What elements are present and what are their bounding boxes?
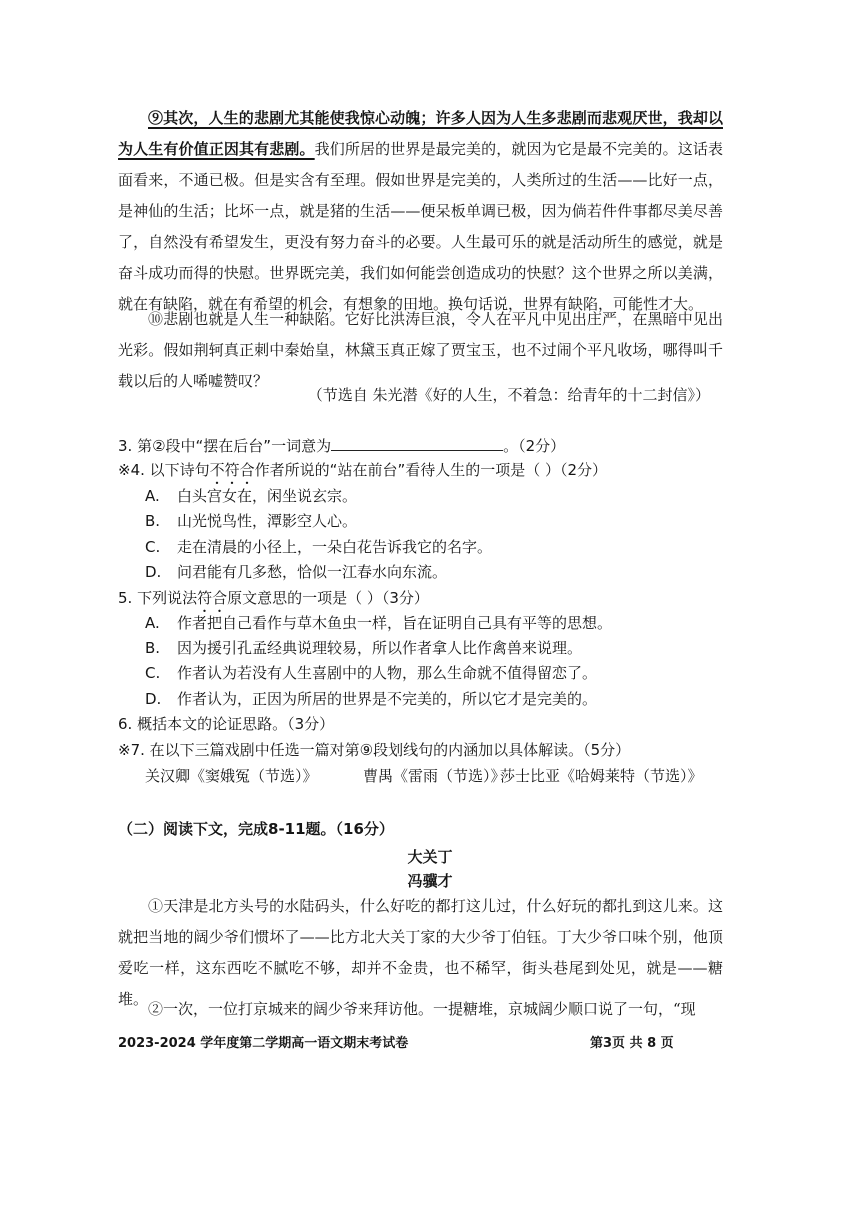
- answer-blank[interactable]: [331, 434, 503, 451]
- section-2-heading: （二）阅读下文，完成8-11题。（16分）: [118, 820, 394, 838]
- q5-option-b[interactable]: B. 因为援引孔孟经典说理较易，所以作者拿人比作禽兽来说理。: [145, 639, 583, 657]
- question-7: ※7. 在以下三篇戏剧中任选一篇对第⑨段划线句的内涵加以具体解读。（5分）: [118, 741, 631, 759]
- story-paragraph-1: ①天津是北方头号的水陆码头，什么好吃的都打这儿过，什么好玩的都扎到这儿来。这就把当地的阔少爷们惯坏了——比方北大关丁家的大少爷丁伯钰。丁大少爷口味个别，他顶爱吃一样，这东西吃不腻吃不够，却并不金贵，也不稀罕，街头巷尾到处见，就是——糖堆。: [118, 897, 723, 1008]
- paragraph-9-body: 我们所居的世界是最完美的，就因为它是最不完美的。这话表面看来，不通已极。但是实含有至理。假如世界是完美的，人类所过的生活——比好一点，是神仙的生活；比坏一点，就是猪的生活——便呆板单调已极，因为倘若件件事都尽美尽善了，自然没有希望发生，更没有努力奋斗的必要。人生最可乐的就是活动所生的感觉，就是奋斗成功而得的快慰。世界既完美，我们如何能尝创造成功的快慰？这个世界之所以美满，就在有缺陷，就在有希望的机会，有想象的田地。换句话说，世界有缺陷，可能性才大。: [118, 140, 723, 313]
- question-4: [118, 459, 607, 488]
- question-4-text: ※4. 以下诗句: [118, 461, 210, 479]
- question-5-text-end: 原文意思的一项是（ ）（3分）: [227, 589, 429, 607]
- q4-option-b[interactable]: B. 山光悦鸟性，潭影空人心。: [145, 512, 358, 530]
- question-3-score: 。（2分）: [503, 437, 566, 455]
- question-4-text-end: 作者所说的“站在前台”看待人生的一项是（ ）（2分）: [254, 461, 608, 479]
- q4-option-c[interactable]: C. 走在清晨的小径上，一朵白花告诉我它的名字。: [145, 538, 493, 556]
- q4-option-d[interactable]: D. 问君能有几多愁，恰似一江春水向东流。: [145, 563, 448, 581]
- source-citation: （节选自 朱光潜《好的人生，不着急：给青年的十二封信》）: [307, 386, 710, 404]
- question-3: [118, 434, 565, 457]
- underlined-sentence: ⑨其次，人生的悲剧尤其能使我惊心动魄；许多人因为人生多悲剧而悲观厌世，我却以为人生有价值正因其有悲剧。: [118, 109, 723, 158]
- footer-page-number: 第3页 共 8 页: [590, 1036, 674, 1051]
- drama-choice-1: 关汉卿《窦娥冤（节选）》: [145, 767, 318, 785]
- story-paragraph-2: ②一次，一位打京城来的阔少爷来拜访他。一提糖堆，京城阔少顺口说了一句，“现: [148, 1000, 696, 1018]
- emphasis-text: 符合: [197, 589, 228, 607]
- q4-option-a[interactable]: A. 白头宫女在，闲坐说玄宗。: [145, 487, 358, 505]
- question-6: 6. 概括本文的论证思路。（3分）: [118, 715, 335, 733]
- q5-option-c[interactable]: C. 作者认为若没有人生喜剧中的人物，那么生命就不值得留恋了。: [145, 664, 598, 682]
- paragraph-10: ⑩悲剧也就是人生一种缺陷。它好比洪涛巨浪，令人在平凡中见出庄严，在黑暗中见出光彩。假如荆轲真正刺中秦始皇，林黛玉真正嫁了贾宝玉，也不过闹个平凡收场，哪得叫千载以后的人唏嘘赞叹？: [118, 310, 723, 390]
- story-title: 大关丁: [407, 848, 453, 866]
- drama-choice-3: 莎士比亚《哈姆莱特（节选）》: [500, 767, 703, 785]
- q5-option-d[interactable]: D. 作者认为，正因为所居的世界是不完美的，所以它才是完美的。: [145, 690, 598, 708]
- footer-exam-title: 2023-2024 学年度第二学期高一语文期末考试卷: [118, 1036, 409, 1051]
- paragraph-9: [118, 103, 723, 320]
- question-3-text: 3. 第②段中“摆在后台”一词意为: [118, 437, 332, 455]
- drama-choice-2: 曹禺《雷雨（节选）》: [363, 767, 506, 785]
- question-5-text: 5. 下列说法: [118, 589, 198, 607]
- emphasis-text: 不符合: [209, 461, 255, 479]
- story-author: 冯骥才: [407, 872, 453, 890]
- q5-option-a[interactable]: A. 作者把自己看作与草木鱼虫一样，旨在证明自己具有平等的思想。: [145, 614, 613, 632]
